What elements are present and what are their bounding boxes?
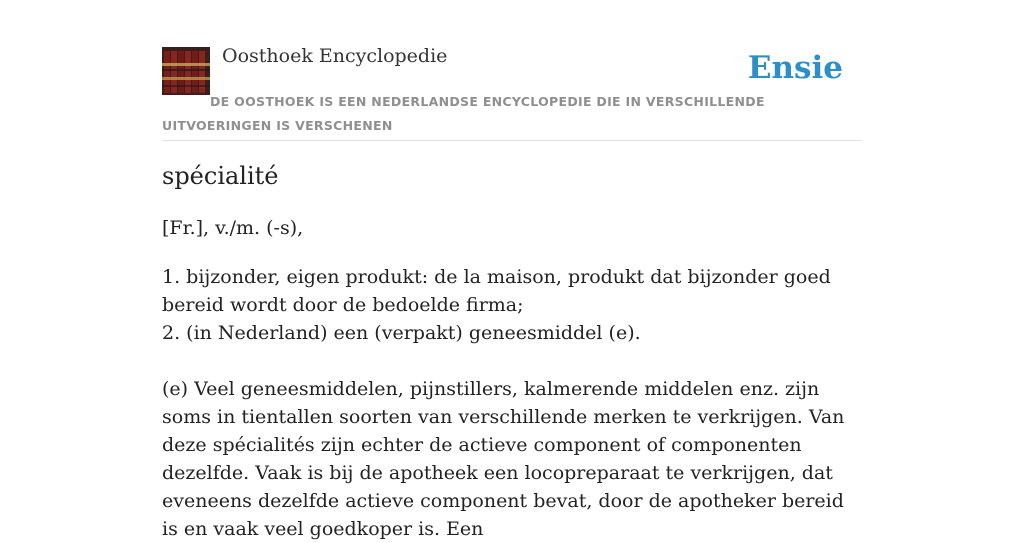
encyclopedia-books-avatar-icon[interactable] (162, 47, 210, 95)
site-tagline: DE OOSTHOEK IS EEN NEDERLANDSE ENCYCLOPEDIE DIE IN VERSCHILLENDE UITVOERINGEN IS VERSCHENEN (162, 94, 765, 133)
page-container (162, 0, 862, 540)
site-title[interactable]: Oosthoek Encyclopedie (222, 45, 448, 67)
entry-grammar-info: [Fr.], v./m. (-s), (162, 217, 304, 239)
entry-definitions (162, 263, 862, 347)
entry-title: spécialité (162, 162, 279, 190)
site-header (162, 0, 862, 141)
entry-note: (e) Veel geneesmiddelen, pijnstillers, kalmerende middelen enz. zijn soms in tientallen soorten van verschillende merken te verkrijgen. Van deze spécialités zijn echter de actieve component of componenten dezelfde. Vaak is bij de apotheek een locopreparaat te verkrijgen, dat eveneens dezelfde actieve component bevat, door de apotheker bereid is en vaak veel goedkoper is. Een (162, 378, 845, 540)
brand-logo-link[interactable]: Ensie (747, 50, 843, 86)
definition-item: 2. (in Nederland) een (verpakt) geneesmiddel (e). (162, 322, 641, 344)
definition-item: 1. bijzonder, eigen produkt: de la maison, produkt dat bijzonder goed bereid wordt door de bedoelde firma; (162, 266, 831, 316)
